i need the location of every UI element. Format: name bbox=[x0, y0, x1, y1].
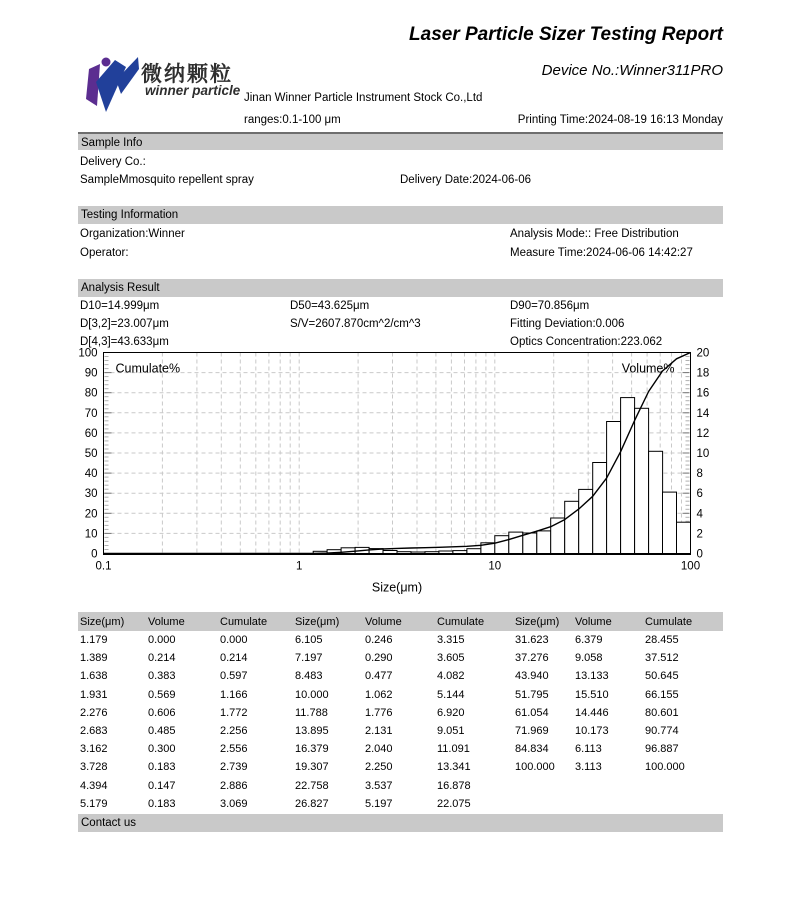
table-cell: 2.556 bbox=[220, 743, 248, 756]
table-cell: 0.477 bbox=[365, 670, 393, 683]
table-row bbox=[78, 777, 723, 795]
table-cell: 5.179 bbox=[80, 797, 108, 810]
table-row bbox=[78, 686, 723, 704]
table-cell: 0.606 bbox=[148, 706, 176, 719]
sv-value: S/V=2607.870cm^2/cm^3 bbox=[290, 318, 421, 330]
left-axis-tick: 40 bbox=[84, 468, 98, 481]
table-header-row bbox=[78, 612, 723, 631]
right-axis-tick: 4 bbox=[696, 508, 703, 521]
table-header-cell: Cumulate bbox=[437, 615, 485, 628]
section-contact-us: Contact us bbox=[78, 814, 723, 832]
logo-english-text: winner particle bbox=[145, 83, 241, 98]
table-cell: 4.394 bbox=[80, 779, 108, 792]
table-cell: 6.920 bbox=[437, 706, 465, 719]
table-cell: 2.131 bbox=[365, 725, 393, 738]
left-axis-tick: 80 bbox=[84, 387, 98, 400]
x-axis-label: Size(μm) bbox=[371, 580, 423, 595]
table-cell: 10.000 bbox=[295, 688, 329, 701]
logo-chinese-text: 微纳颗粒 bbox=[141, 63, 233, 86]
table-cell: 22.075 bbox=[437, 797, 471, 810]
table-cell: 50.645 bbox=[645, 670, 679, 683]
table-cell: 0.214 bbox=[220, 652, 248, 665]
x-axis-tick: 10 bbox=[488, 560, 502, 573]
right-axis-label: Volume% bbox=[621, 361, 675, 376]
table-cell: 37.276 bbox=[515, 652, 549, 665]
table-cell: 6.105 bbox=[295, 634, 323, 647]
table-row bbox=[78, 758, 723, 776]
x-axis-tick: 100 bbox=[680, 560, 701, 573]
table-cell: 7.197 bbox=[295, 652, 323, 665]
device-number: Device No.:Winner311PRO bbox=[541, 62, 723, 79]
measure-time: Measure Time:2024-06-06 14:42:27 bbox=[510, 247, 693, 259]
table-cell: 13.133 bbox=[575, 670, 609, 683]
left-axis-tick: 60 bbox=[84, 427, 98, 440]
right-axis-tick: 18 bbox=[696, 367, 710, 380]
left-axis-tick: 20 bbox=[84, 508, 98, 521]
table-cell: 26.827 bbox=[295, 797, 329, 810]
d32-value: D[3,2]=23.007μm bbox=[80, 318, 169, 330]
organization: Organization:Winner bbox=[80, 228, 185, 240]
table-cell: 16.379 bbox=[295, 743, 329, 756]
table-cell: 3.605 bbox=[437, 652, 465, 665]
table-cell: 0.183 bbox=[148, 761, 176, 774]
company-name: Jinan Winner Particle Instrument Stock Co.,Ltd bbox=[244, 92, 483, 104]
table-cell: 0.000 bbox=[220, 634, 248, 647]
table-cell: 3.537 bbox=[365, 779, 393, 792]
sample-name: SampleMmosquito repellent spray bbox=[80, 174, 254, 186]
left-axis-tick: 70 bbox=[84, 407, 98, 420]
table-cell: 90.774 bbox=[645, 725, 679, 738]
table-cell: 0.147 bbox=[148, 779, 176, 792]
table-cell: 2.683 bbox=[80, 725, 108, 738]
table-cell: 3.162 bbox=[80, 743, 108, 756]
table-header-cell: Cumulate bbox=[645, 615, 693, 628]
operator-row bbox=[78, 247, 723, 262]
table-cell: 8.483 bbox=[295, 670, 323, 683]
table-cell: 16.878 bbox=[437, 779, 471, 792]
table-row bbox=[78, 704, 723, 722]
x-axis-tick: 0.1 bbox=[95, 560, 112, 573]
table-cell: 2.276 bbox=[80, 706, 108, 719]
table-cell: 84.834 bbox=[515, 743, 549, 756]
table-cell: 37.512 bbox=[645, 652, 679, 665]
printing-time: Printing Time:2024-08-19 16:13 Monday bbox=[517, 114, 723, 126]
right-axis-tick: 10 bbox=[696, 448, 710, 460]
table-header-cell: Size(μm) bbox=[295, 615, 340, 628]
table-cell: 1.389 bbox=[80, 652, 108, 665]
table-cell: 2.250 bbox=[365, 761, 393, 774]
optics-concentration: Optics Concentration:223.062 bbox=[510, 336, 663, 348]
table-cell: 1.179 bbox=[80, 634, 108, 647]
table-cell: 5.197 bbox=[365, 797, 393, 810]
table-cell: 9.058 bbox=[575, 652, 603, 665]
distribution-chart-svg bbox=[0, 345, 802, 603]
particle-size-chart bbox=[0, 345, 802, 603]
table-cell: 11.091 bbox=[437, 743, 470, 756]
right-axis-tick: 2 bbox=[696, 528, 703, 541]
x-axis-tick: 1 bbox=[295, 560, 303, 573]
table-cell: 96.887 bbox=[645, 743, 679, 756]
table-cell: 6.379 bbox=[575, 634, 603, 647]
right-axis-tick: 12 bbox=[696, 427, 710, 440]
measure-range: ranges:0.1-100 μm bbox=[244, 114, 341, 126]
fitting-deviation: Fitting Deviation:0.006 bbox=[510, 318, 625, 330]
operator: Operator: bbox=[80, 247, 129, 259]
left-axis-label: Cumulate% bbox=[115, 361, 181, 376]
table-cell: 3.315 bbox=[437, 634, 465, 647]
right-axis-tick: 6 bbox=[696, 488, 703, 501]
table-cell: 100.000 bbox=[515, 761, 555, 774]
table-cell: 15.510 bbox=[575, 688, 609, 701]
report-title: Laser Particle Sizer Testing Report bbox=[409, 24, 723, 45]
table-cell: 0.569 bbox=[148, 688, 176, 701]
section-analysis-result: Analysis Result bbox=[78, 279, 723, 297]
table-cell: 2.886 bbox=[220, 779, 248, 792]
table-row bbox=[78, 631, 723, 649]
analysis-mode: Analysis Mode:: Free Distribution bbox=[510, 228, 679, 240]
table-cell: 0.000 bbox=[148, 634, 176, 647]
delivery-co: Delivery Co.: bbox=[80, 156, 146, 168]
table-cell: 11.788 bbox=[295, 706, 328, 719]
sample-row bbox=[78, 174, 723, 189]
table-cell: 13.895 bbox=[295, 725, 329, 738]
table-cell: 0.597 bbox=[220, 670, 248, 683]
left-axis-tick: 10 bbox=[84, 528, 98, 541]
table-cell: 14.446 bbox=[575, 706, 609, 719]
table-cell: 28.455 bbox=[645, 634, 679, 647]
right-axis-tick: 16 bbox=[696, 387, 710, 400]
table-cell: 71.969 bbox=[515, 725, 549, 738]
table-cell: 0.300 bbox=[148, 743, 176, 756]
table-cell: 43.940 bbox=[515, 670, 549, 683]
table-row bbox=[78, 795, 723, 813]
table-header-cell: Volume bbox=[148, 615, 185, 628]
section-sample-info: Sample Info bbox=[78, 132, 723, 150]
table-cell: 3.728 bbox=[80, 761, 108, 774]
table-cell: 2.739 bbox=[220, 761, 248, 774]
table-cell: 66.155 bbox=[645, 688, 679, 701]
right-axis-tick: 8 bbox=[696, 468, 703, 481]
table-cell: 13.341 bbox=[437, 761, 471, 774]
table-cell: 61.054 bbox=[515, 706, 549, 719]
right-axis-tick: 20 bbox=[696, 347, 710, 360]
table-cell: 22.758 bbox=[295, 779, 329, 792]
right-axis-tick: 14 bbox=[696, 407, 710, 420]
table-cell: 0.383 bbox=[148, 670, 176, 683]
table-cell: 100.000 bbox=[645, 761, 685, 774]
table-cell: 19.307 bbox=[295, 761, 329, 774]
table-cell: 80.601 bbox=[645, 706, 679, 719]
table-cell: 1.062 bbox=[365, 688, 393, 701]
analysis-row-1 bbox=[78, 300, 723, 315]
table-cell: 1.166 bbox=[220, 688, 248, 701]
d43-value: D[4,3]=43.633μm bbox=[80, 336, 169, 348]
table-cell: 0.183 bbox=[148, 797, 176, 810]
table-cell: 1.776 bbox=[365, 706, 393, 719]
table-cell: 51.795 bbox=[515, 688, 549, 701]
organization-row bbox=[78, 228, 723, 243]
table-header-cell: Size(μm) bbox=[515, 615, 560, 628]
right-axis-tick: 0 bbox=[696, 548, 703, 561]
d90-value: D90=70.856μm bbox=[510, 300, 590, 312]
table-header-cell: Volume bbox=[365, 615, 402, 628]
table-row bbox=[78, 740, 723, 758]
delivery-co-row bbox=[78, 156, 723, 171]
table-cell: 1.772 bbox=[220, 706, 248, 719]
table-cell: 4.082 bbox=[437, 670, 465, 683]
table-cell: 5.144 bbox=[437, 688, 465, 701]
results-table bbox=[78, 612, 723, 813]
d50-value: D50=43.625μm bbox=[290, 300, 370, 312]
table-cell: 0.246 bbox=[365, 634, 393, 647]
table-cell: 31.623 bbox=[515, 634, 549, 647]
table-cell: 6.113 bbox=[575, 743, 602, 756]
table-cell: 9.051 bbox=[437, 725, 465, 738]
d10-value: D10=14.999μm bbox=[80, 300, 160, 312]
table-header-cell: Size(μm) bbox=[80, 615, 125, 628]
left-axis-tick: 0 bbox=[91, 548, 98, 561]
table-row bbox=[78, 722, 723, 740]
left-axis-tick: 50 bbox=[84, 448, 98, 460]
table-cell: 0.290 bbox=[365, 652, 393, 665]
table-header-cell: Cumulate bbox=[220, 615, 268, 628]
table-row bbox=[78, 667, 723, 685]
analysis-row-2 bbox=[78, 318, 723, 333]
left-axis-tick: 30 bbox=[84, 488, 98, 501]
table-cell: 1.931 bbox=[80, 688, 108, 701]
table-cell: 1.638 bbox=[80, 670, 108, 683]
table-cell: 3.069 bbox=[220, 797, 248, 810]
left-axis-tick: 90 bbox=[84, 367, 98, 380]
table-cell: 2.256 bbox=[220, 725, 248, 738]
table-cell: 3.113 bbox=[575, 761, 602, 774]
table-header-cell: Volume bbox=[575, 615, 612, 628]
table-cell: 0.214 bbox=[148, 652, 176, 665]
section-testing-information: Testing Information bbox=[78, 206, 723, 224]
table-cell: 0.485 bbox=[148, 725, 176, 738]
table-cell: 2.040 bbox=[365, 743, 393, 756]
table-cell: 10.173 bbox=[575, 725, 609, 738]
left-axis-tick: 100 bbox=[78, 347, 98, 360]
table-row bbox=[78, 649, 723, 667]
delivery-date: Delivery Date:2024-06-06 bbox=[400, 174, 532, 186]
